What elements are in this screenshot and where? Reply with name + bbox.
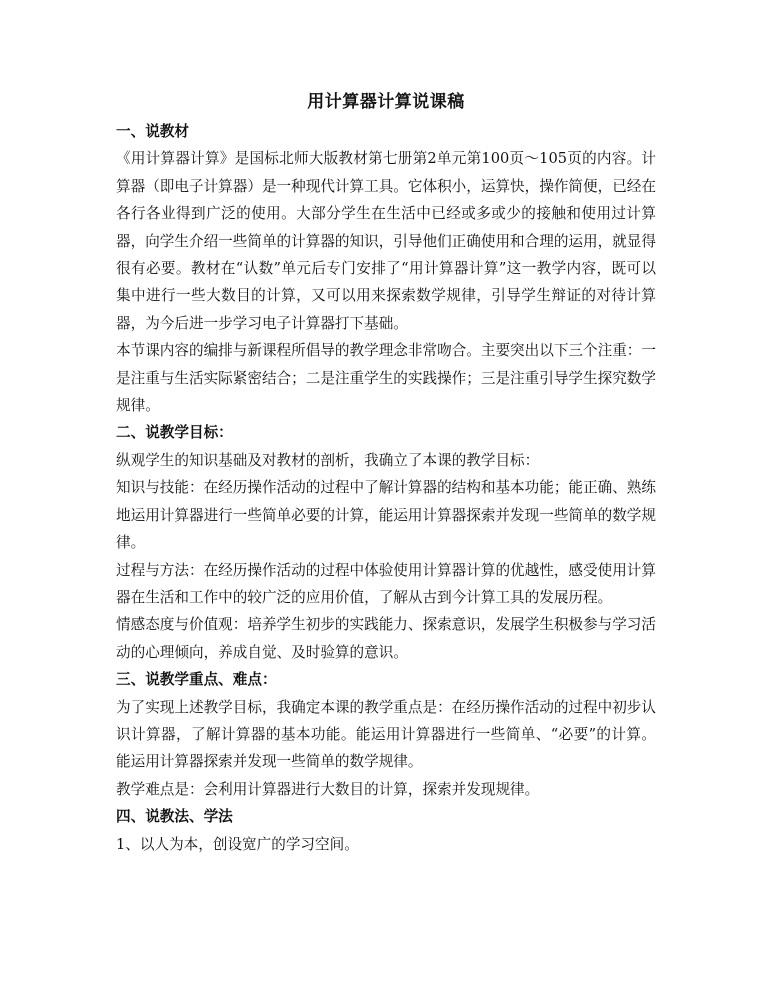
document-title: 用计算器计算说课稿 bbox=[307, 92, 465, 112]
paragraph-goal-attitude: 情感态度与价值观：培养学生初步的实践能力、探索意识，发展学生积极参与学习活动的心理倾向，养成自觉、及时验算的意识。 bbox=[116, 616, 656, 661]
paragraph-method-1: 1、以人为本，创设宽广的学习空间。 bbox=[116, 835, 359, 853]
document-page bbox=[116, 88, 656, 858]
section-heading-4: 四、说教法、学法 bbox=[116, 808, 233, 826]
paragraph-goal-process: 过程与方法：在经历操作活动的过程中体验使用计算器计算的优越性，感受使用计算器在生活和工作中的较广泛的应用价值，了解从古到今计算工具的发展历程。 bbox=[116, 561, 656, 606]
section-heading-1: 一、说教材 bbox=[116, 123, 189, 140]
section-heading-3: 三、说教学重点、难点： bbox=[116, 671, 277, 689]
paragraph-textbook-features: 本节课内容的编排与新课程所倡导的教学理念非常吻合。主要突出以下三个注重：一是注重与生活实际紧密结合；二是注重学生的实践操作；三是注重引导学生探究数学规律。 bbox=[116, 342, 656, 415]
paragraph-goal-knowledge: 知识与技能：在经历操作活动的过程中了解计算器的结构和基本功能；能正确、熟练地运用计算器进行一些简单必要的计算，能运用计算器探索并发现一些简单的数学规律。 bbox=[116, 479, 656, 552]
paragraph-key-points: 为了实现上述教学目标，我确定本课的教学重点是：在经历操作活动的过程中初步认识计算器，了解计算器的基本功能。能运用计算器进行一些简单、“必要”的计算。能运用计算器探索并发现一些简单的数学规律。 bbox=[116, 698, 656, 771]
paragraph-difficulties: 教学难点是：会利用计算器进行大数目的计算，探索并发现规律。 bbox=[116, 780, 540, 798]
paragraph-goals-intro: 纵观学生的知识基础及对教材的剖析，我确立了本课的教学目标： bbox=[116, 451, 540, 469]
section-heading-2: 二、说教学目标： bbox=[116, 424, 233, 442]
paragraph-textbook-intro: 《用计算器计算》是国标北师大版教材第七册第2单元第100页～105页的内容。计算器（即电子计算器）是一种现代计算工具。它体积小，运算快，操作简便，已经在各行各业得到广泛的使用。大部分学生在生活中已经或多或少的接触和使用过计算器，向学生介绍一些简单的计算器的知识，引导他们正确使用和合理的运用，就显得很有必要。教材在“认数”单元后专门安排了“用计算器计算”这一教学内容，既可以集中进行一些大数目的计算，又可以用来探索数学规律，引导学生辩证的对待计算器，为今后进一步学习电子计算器打下基础。 bbox=[116, 150, 656, 332]
